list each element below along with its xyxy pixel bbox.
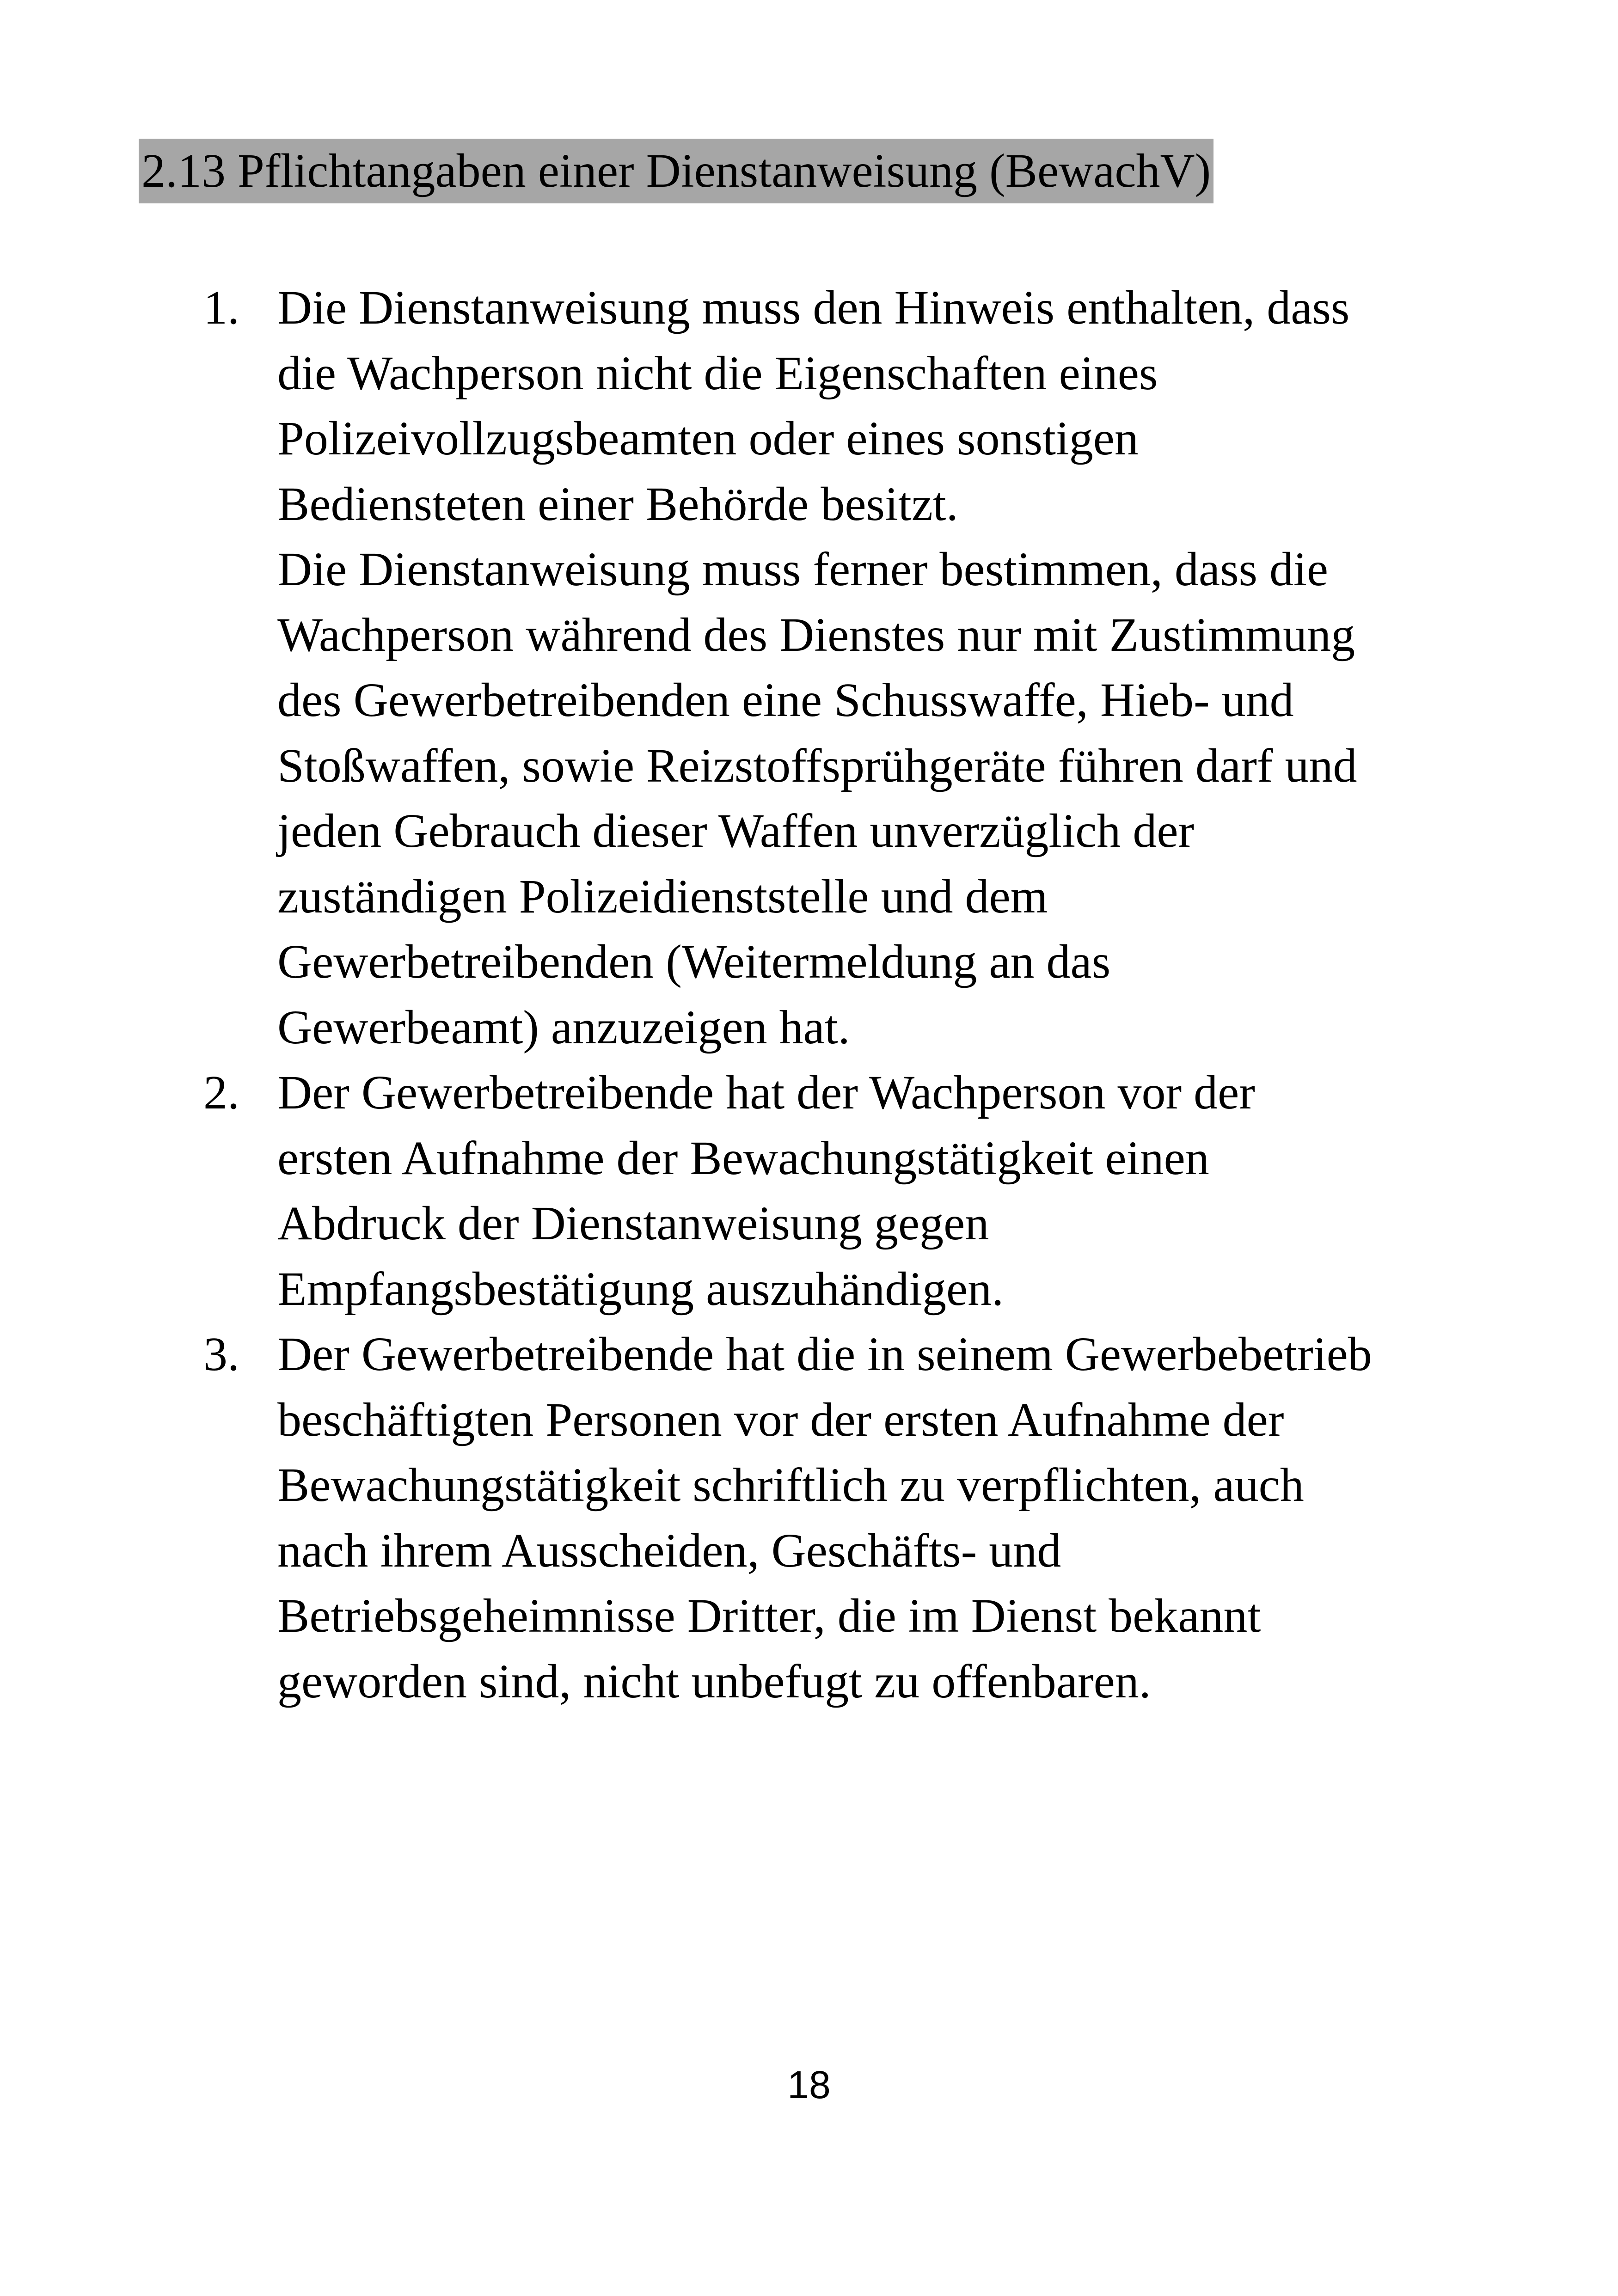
text-line: Polizeivollzugsbeamten oder eines sonstigen xyxy=(277,412,1139,465)
text-line: des Gewerbetreibenden eine Schusswaffe, Hieb- und xyxy=(277,673,1294,727)
text-line: jeden Gebrauch dieser Waffen unverzüglich der xyxy=(277,804,1195,857)
text-line: ersten Aufnahme der Bewachungstätigkeit einen xyxy=(277,1131,1209,1185)
list-item-number: 2. xyxy=(203,1066,239,1119)
text-line: Gewerbeamt) anzuzeigen hat. xyxy=(277,1000,850,1054)
list-item-number: 3. xyxy=(203,1328,239,1381)
list-item-3 xyxy=(203,1322,1498,1714)
text-line: Die Dienstanweisung muss den Hinweis enthalten, dass xyxy=(277,281,1350,334)
section-heading: 2.13 Pflichtangaben einer Dienstanweisung (BewachV) xyxy=(139,139,1214,203)
text-line: Stoßwaffen, sowie Reizstoffsprühgeräte führen darf und xyxy=(277,739,1357,792)
list-item-2 xyxy=(203,1060,1498,1322)
list-item-number: 1. xyxy=(203,281,239,334)
text-line: Abdruck der Dienstanweisung gegen xyxy=(277,1197,989,1250)
text-line: Gewerbetreibenden (Weitermeldung an das xyxy=(277,935,1111,988)
text-line: Die Dienstanweisung muss ferner bestimmen, dass die xyxy=(277,543,1329,596)
page-number: 18 xyxy=(787,2063,831,2106)
obligations-list xyxy=(203,275,1498,1714)
text-line: Der Gewerbetreibende hat die in seinem Gewerbebetrieb xyxy=(277,1328,1372,1381)
list-item-1 xyxy=(203,275,1498,1060)
text-line: zuständigen Polizeidienststelle und dem xyxy=(277,869,1048,923)
text-line: die Wachperson nicht die Eigenschaften eines xyxy=(277,346,1158,400)
text-line: Bewachungstätigkeit schriftlich zu verpflichten, auch xyxy=(277,1458,1304,1512)
text-line: beschäftigten Personen vor der ersten Aufnahme der xyxy=(277,1393,1284,1446)
text-line: Betriebsgeheimnisse Dritter, die im Dienst bekannt xyxy=(277,1589,1261,1642)
text-line: Empfangsbestätigung auszuhändigen. xyxy=(277,1262,1004,1316)
text-line: Wachperson während des Dienstes nur mit Zustimmung xyxy=(277,608,1355,661)
text-line: geworden sind, nicht unbefugt zu offenbaren. xyxy=(277,1654,1151,1708)
text-line: Bediensteten einer Behörde besitzt. xyxy=(277,477,958,531)
text-line: Der Gewerbetreibende hat der Wachperson vor der xyxy=(277,1066,1255,1119)
text-line: nach ihrem Ausscheiden, Geschäfts- und xyxy=(277,1524,1061,1577)
